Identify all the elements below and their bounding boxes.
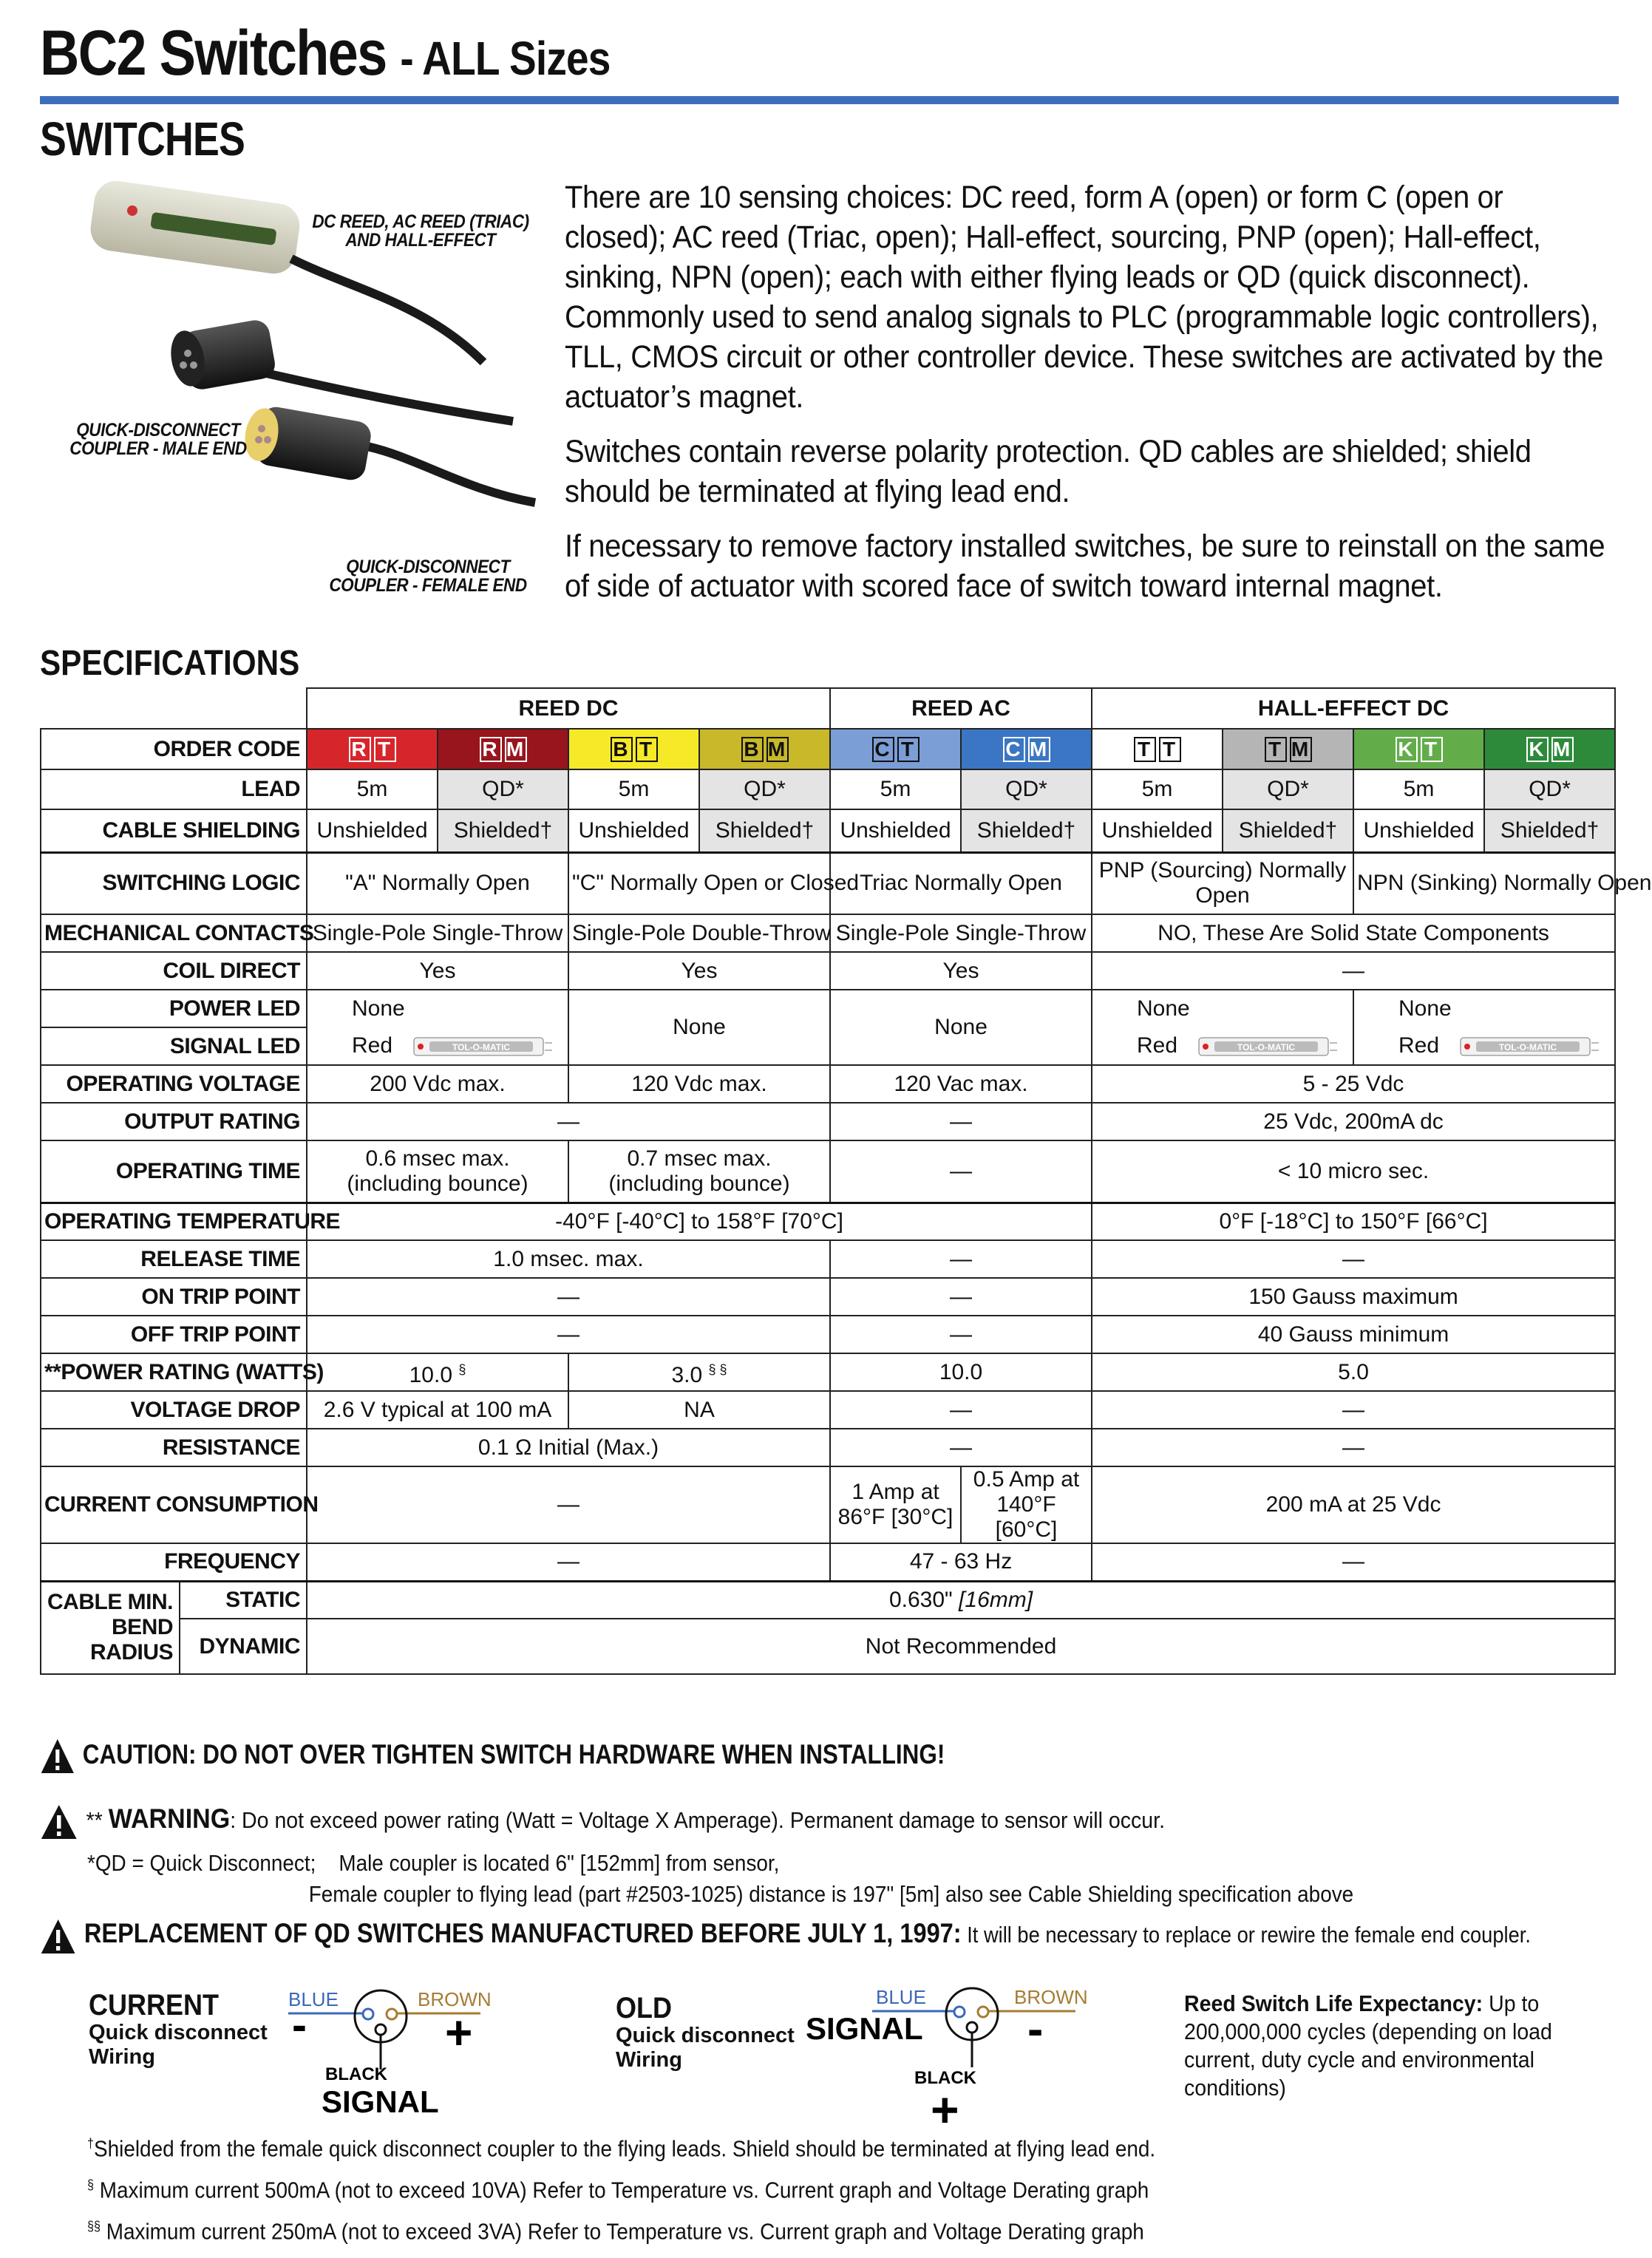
signal-label: SIGNAL (322, 2084, 439, 2119)
footnote: § Maximum current 500mA (not to exceed 10VA) Refer to Temperature vs. Current graph and Voltage Derating graph (87, 2177, 1149, 2203)
row-label: SWITCHING LOGIC (41, 852, 307, 914)
row-label: ORDER CODE (41, 729, 307, 769)
table-row (41, 1240, 1615, 1278)
table-row (41, 1065, 1615, 1103)
old-wiring-label: OLD Quick disconnect Wiring (616, 1992, 795, 2072)
table-cell: 40 Gauss minimum (1092, 1316, 1615, 1353)
table-cell: None (568, 990, 830, 1065)
table-row (41, 1203, 1615, 1240)
table-cell: Triac Normally Open (830, 852, 1092, 914)
table-cell: Red TOL-O-MATIC (1353, 1027, 1615, 1065)
row-label: POWER LED (41, 990, 307, 1027)
row-label: LEAD (41, 769, 307, 809)
table-cell: Red TOL-O-MATIC (307, 1027, 568, 1065)
table-cell: NPN (Sinking) Normally Open (1353, 852, 1615, 914)
current-wiring-diagram (281, 1981, 503, 2129)
product-photo (40, 177, 543, 613)
table-cell: — (1092, 1543, 1615, 1581)
table-cell: 200 Vdc max. (307, 1065, 568, 1103)
footnote: †Shielded from the female quick disconnect coupler to the flying leads. Shield should be terminated at flying lead end. (87, 2135, 1156, 2162)
table-row (41, 1316, 1615, 1353)
page-title: BC2 Switches - ALL Sizes (40, 18, 611, 89)
table-cell: — (830, 1240, 1092, 1278)
reed-life-note: Reed Switch Life Expectancy: Up to 200,000,000 cycles (depending on load current, duty cycle and environmental conditions) (1184, 1990, 1552, 2101)
table-cell: NO, These Are Solid State Components (1092, 914, 1615, 952)
row-label: RELEASE TIME (41, 1240, 307, 1278)
table-cell: — (830, 1103, 1092, 1140)
row-label: RESISTANCE (41, 1429, 307, 1466)
table-cell: Red TOL-O-MATIC (1092, 1027, 1353, 1065)
table-row (41, 1619, 1615, 1674)
table-row (41, 1429, 1615, 1466)
intro-paragraph: There are 10 sensing choices: DC reed, form A (open) or form C (open or closed); AC reed (Triac, open); Hall-effect, sourcing, PNP (open); Hall-effect, sinking, NPN (open); each with either flying leads or QD (quick disconnect). Commonly used to send analog signals to PLC (programmable logic controllers), TLL, CMOS circuit or other controller device. These switches are activated by the actuator’s magnet. (565, 180, 1603, 415)
table-cell: — (830, 1391, 1092, 1429)
order-code: B M (699, 729, 830, 769)
table-cell: Single-Pole Double-Throw (568, 914, 830, 952)
order-code: K M (1484, 729, 1615, 769)
table-cell: — (830, 1278, 1092, 1316)
group-reed-ac: REED AC (830, 688, 1092, 729)
table-cell: — (307, 1466, 830, 1543)
led-brand: TOL-O-MATIC (452, 1042, 511, 1053)
table-cell: 120 Vdc max. (568, 1065, 830, 1103)
table-row (41, 852, 1615, 914)
table-cell: 120 Vac max. (830, 1065, 1092, 1103)
led-switch-icon (413, 1036, 554, 1058)
section-heading: SWITCHES (40, 112, 245, 166)
row-label: ON TRIP POINT (41, 1278, 307, 1316)
plus-sign: + (931, 2082, 959, 2137)
row-label: OPERATING TEMPERATURE (41, 1203, 307, 1240)
current-wiring-label: CURRENT Quick disconnect Wiring (89, 1989, 268, 2069)
table-cell: 0.1 Ω Initial (Max.) (307, 1429, 830, 1466)
order-code: T T (1092, 729, 1223, 769)
minus-sign: - (292, 2000, 307, 2050)
intro-paragraph: Switches contain reverse polarity protection. QD cables are shielded; shield should be terminated at flying lead end. (565, 434, 1532, 509)
old-wiring-diagram (802, 1979, 1090, 2137)
table-row (41, 990, 1615, 1027)
table-row (41, 1278, 1615, 1316)
table-cell: 5m (830, 769, 961, 809)
brown-wire-label: BROWN (418, 1988, 492, 2010)
table-row (41, 1391, 1615, 1429)
table-cell: "A" Normally Open (307, 852, 568, 914)
table-row (41, 688, 1615, 729)
table-row (41, 952, 1615, 990)
black-wire-label: BLACK (914, 2068, 976, 2088)
table-cell: Shielded† (1223, 809, 1353, 852)
page-subtitle: - ALL Sizes (400, 32, 611, 85)
table-cell: 5m (1353, 769, 1484, 809)
table-cell: Single-Pole Single-Throw (830, 914, 1092, 952)
table-cell: Unshielded (1092, 809, 1223, 852)
warning-notice: ** WARNING: Do not exceed power rating (Watt = Voltage X Amperage). Permanent damage to sensor will occur. (40, 1803, 1165, 1840)
warning-triangle-icon (40, 1738, 75, 1775)
led-brand: TOL-O-MATIC (1237, 1042, 1296, 1053)
table-cell: 0.7 msec max. (including bounce) (568, 1140, 830, 1203)
table-cell: NA (568, 1391, 830, 1429)
table-cell: — (1092, 952, 1615, 990)
table-cell: Unshielded (1353, 809, 1484, 852)
row-label: OUTPUT RATING (41, 1103, 307, 1140)
table-row (41, 1103, 1615, 1140)
table-cell: 5m (1092, 769, 1223, 809)
group-hall-effect: HALL-EFFECT DC (1092, 688, 1615, 729)
table-row (41, 809, 1615, 852)
blue-wire-label: BLUE (288, 1988, 339, 2010)
replacement-notice: REPLACEMENT OF QD SWITCHES MANUFACTURED BEFORE JULY 1, 1997: It will be necessary to replace or rewire the female end coupler. (40, 1916, 1531, 1955)
table-cell: 1 Amp at 86°F [30°C] (830, 1466, 961, 1543)
table-cell: Yes (830, 952, 1092, 990)
footnote: §§ Maximum current 250mA (not to exceed 3VA) Refer to Temperature vs. Current graph and Voltage Derating graph (87, 2218, 1144, 2245)
row-label: COIL DIRECT (41, 952, 307, 990)
row-label: CABLE MIN. BEND RADIUS (41, 1581, 180, 1674)
group-reed-dc: REED DC (307, 688, 830, 729)
table-row (41, 1581, 1615, 1619)
table-cell: Not Recommended (307, 1619, 1615, 1674)
table-cell: — (307, 1278, 830, 1316)
table-cell: QD* (1484, 769, 1615, 809)
table-cell: 5.0 (1092, 1353, 1615, 1391)
led-switch-icon (1198, 1036, 1339, 1058)
table-row (41, 769, 1615, 809)
row-label: MECHANICAL CONTACTS (41, 914, 307, 952)
table-cell: 47 - 63 Hz (830, 1543, 1092, 1581)
table-cell: None (1353, 990, 1615, 1027)
table-cell: "C" Normally Open or Closed (568, 852, 830, 914)
plus-sign: + (445, 2006, 473, 2059)
female-coupler-label: QUICK-DISCONNECT COUPLER - FEMALE END (329, 557, 527, 596)
table-cell: 0.6 msec max. (including bounce) (307, 1140, 568, 1203)
table-cell: 1.0 msec. max. (307, 1240, 830, 1278)
intro-text (565, 177, 1614, 621)
table-cell: — (830, 1316, 1092, 1353)
table-cell: Shielded† (1484, 809, 1615, 852)
table-cell: None (830, 990, 1092, 1065)
table-row (41, 729, 1615, 769)
caution-notice: CAUTION: DO NOT OVER TIGHTEN SWITCH HARDWARE WHEN INSTALLING! (40, 1737, 945, 1775)
specifications-heading: SPECIFICATIONS (40, 644, 300, 683)
table-cell: 0.5 Amp at 140°F [60°C] (961, 1466, 1092, 1543)
row-label: OFF TRIP POINT (41, 1316, 307, 1353)
specifications-table (40, 687, 1652, 1675)
table-cell: — (1092, 1429, 1615, 1466)
title-rule (40, 96, 1619, 104)
table-cell: 5 - 25 Vdc (1092, 1065, 1615, 1103)
row-label: OPERATING VOLTAGE (41, 1065, 307, 1103)
table-cell: QD* (1223, 769, 1353, 809)
row-label: VOLTAGE DROP (41, 1391, 307, 1429)
signal-label: SIGNAL (806, 2011, 923, 2046)
reed-switch-label: DC REED, AC REED (TRIAC) AND HALL-EFFECT (312, 211, 529, 251)
warning-triangle-icon (40, 1803, 78, 1840)
table-cell: 10.0 (830, 1353, 1092, 1391)
order-code: B T (568, 729, 699, 769)
table-row (41, 1140, 1615, 1203)
minus-sign: - (1027, 2002, 1044, 2055)
table-cell: — (307, 1316, 830, 1353)
table-cell: 200 mA at 25 Vdc (1092, 1466, 1615, 1543)
table-cell: Shielded† (961, 809, 1092, 852)
order-code: K T (1353, 729, 1484, 769)
qd-note: *QD = Quick Disconnect; Male coupler is located 6" [152mm] from sensor, Female coupler to flying lead (part #2503-1025) distance is 197" [5m] also see Cable Shielding specification above (87, 1850, 1354, 1907)
table-cell: < 10 micro sec. (1092, 1140, 1615, 1203)
row-label: OPERATING TIME (41, 1140, 307, 1203)
table-cell: 3.0 § § (568, 1353, 830, 1391)
table-cell: Shielded† (438, 809, 568, 852)
table-cell: 0°F [-18°C] to 150°F [66°C] (1092, 1203, 1615, 1240)
table-cell: Yes (307, 952, 568, 990)
order-code: R M (438, 729, 568, 769)
table-cell: 0.630" [16mm] (307, 1581, 1615, 1619)
row-label: FREQUENCY (41, 1543, 307, 1581)
order-code: C M (961, 729, 1092, 769)
row-label: DYNAMIC (180, 1619, 307, 1674)
table-row (41, 1543, 1615, 1581)
order-code: R T (307, 729, 438, 769)
table-cell: Single-Pole Single-Throw (307, 914, 568, 952)
brown-wire-label: BROWN (1014, 1986, 1088, 2008)
row-label: STATIC (180, 1581, 307, 1619)
table-cell: QD* (961, 769, 1092, 809)
male-coupler-label: QUICK-DISCONNECT COUPLER - MALE END (69, 420, 247, 459)
table-cell: — (307, 1543, 830, 1581)
table-cell: QD* (438, 769, 568, 809)
order-code: C T (830, 729, 961, 769)
table-cell: 150 Gauss maximum (1092, 1278, 1615, 1316)
table-cell: Unshielded (307, 809, 438, 852)
table-cell: None (1092, 990, 1353, 1027)
table-cell: Unshielded (568, 809, 699, 852)
blue-wire-label: BLUE (876, 1986, 926, 2008)
table-row (41, 914, 1615, 952)
table-cell: — (1092, 1240, 1615, 1278)
table-cell: Unshielded (830, 809, 961, 852)
led-switch-icon (1460, 1036, 1600, 1058)
table-row (41, 1353, 1615, 1391)
table-cell: 5m (568, 769, 699, 809)
row-label: CABLE SHIELDING (41, 809, 307, 852)
row-label: CURRENT CONSUMPTION (41, 1466, 307, 1543)
table-cell: — (307, 1103, 830, 1140)
table-cell: 25 Vdc, 200mA dc (1092, 1103, 1615, 1140)
table-cell: Shielded† (699, 809, 830, 852)
table-cell: Yes (568, 952, 830, 990)
table-cell: QD* (699, 769, 830, 809)
table-row (41, 1466, 1615, 1543)
table-cell: — (1092, 1391, 1615, 1429)
intro-paragraph: If necessary to remove factory installed switches, be sure to reinstall on the same of side of actuator with scored face of switch toward internal magnet. (565, 528, 1605, 604)
table-cell: PNP (Sourcing) Normally Open (1092, 852, 1353, 914)
table-cell: 5m (307, 769, 438, 809)
table-cell: 10.0 § (307, 1353, 568, 1391)
table-cell: None (307, 990, 568, 1027)
row-label: **POWER RATING (WATTS) (41, 1353, 307, 1391)
table-cell: — (830, 1429, 1092, 1466)
black-wire-label: BLACK (325, 2064, 387, 2084)
table-cell: 2.6 V typical at 100 mA (307, 1391, 568, 1429)
warning-triangle-icon (40, 1918, 76, 1955)
row-label: SIGNAL LED (41, 1027, 307, 1065)
table-cell: — (830, 1140, 1092, 1203)
led-brand: TOL-O-MATIC (1499, 1042, 1557, 1053)
order-code: T M (1223, 729, 1353, 769)
table-cell: -40°F [-40°C] to 158°F [70°C] (307, 1203, 1092, 1240)
